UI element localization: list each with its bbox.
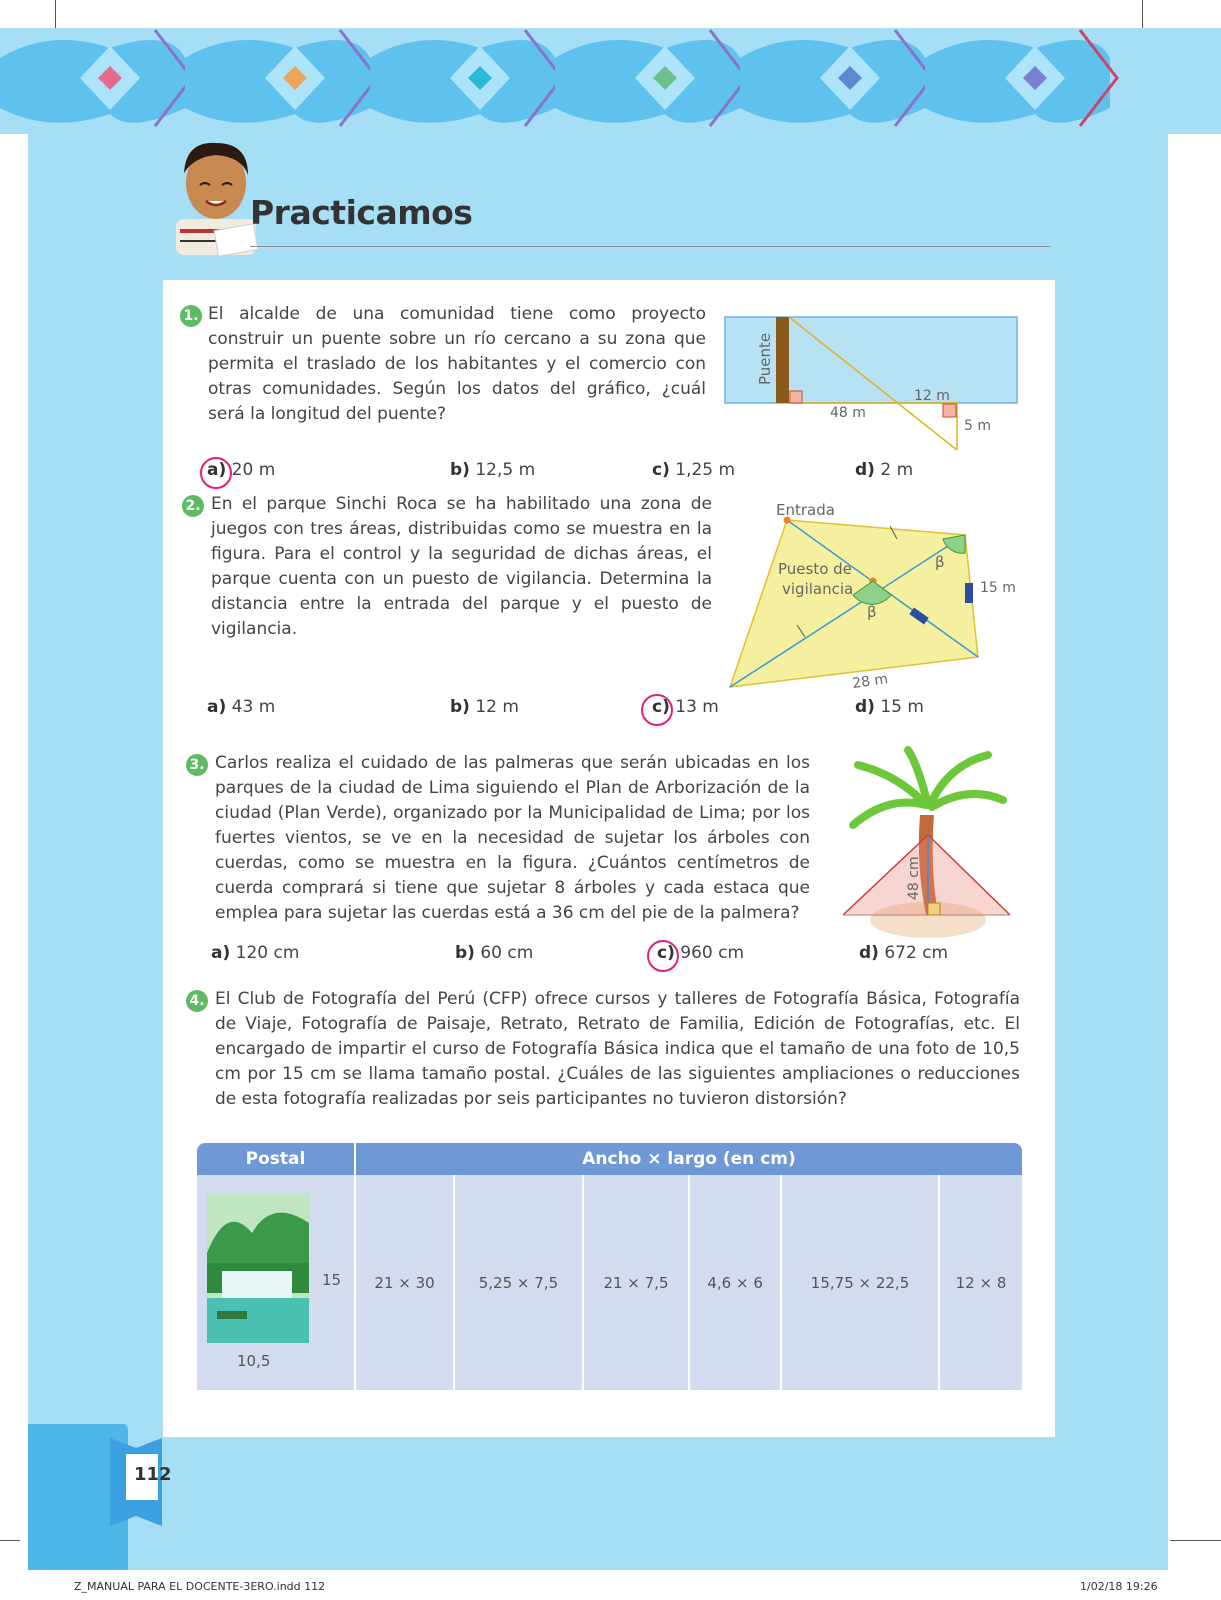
- page-title: Practicamos: [250, 193, 473, 232]
- size-cell: 5,25 × 7,5: [454, 1175, 583, 1390]
- header-dimensions: Ancho × largo (en cm): [355, 1143, 1022, 1175]
- postal-height-label: 15: [322, 1271, 342, 1289]
- entrance-label: Entrada: [776, 501, 835, 519]
- option-text: 120 cm: [235, 943, 300, 963]
- question-number: 1.: [180, 305, 202, 327]
- option-letter: a): [207, 460, 227, 480]
- footer-date: 1/02/18 19:26: [1080, 1580, 1158, 1593]
- option-text: 1,25 m: [675, 460, 736, 480]
- crop-mark: [55, 0, 56, 28]
- option-b[interactable]: [455, 943, 533, 963]
- footer-file: Z_MANUAL PARA EL DOCENTE-3ERO.indd 112: [74, 1580, 326, 1593]
- bridge-diagram: [722, 315, 1022, 455]
- option-text: 60 cm: [480, 943, 534, 963]
- option-text: 20 m: [231, 460, 276, 480]
- option-c[interactable]: [652, 697, 719, 717]
- dimension-label: 48 m: [830, 405, 866, 421]
- option-d[interactable]: [855, 697, 924, 717]
- dimension-label: 12 m: [914, 388, 950, 404]
- postal-cell: [197, 1175, 355, 1390]
- park-diagram: [725, 495, 1025, 705]
- option-text: 12 m: [475, 697, 519, 717]
- question-number: 2.: [182, 495, 204, 517]
- post-label: Puesto de: [778, 560, 852, 578]
- option-text: 12,5 m: [475, 460, 536, 480]
- crop-mark: [0, 1540, 20, 1541]
- question-text: Carlos realiza el cuidado de las palmeras que serán ubicadas en los parques de la ciudad de Lima siguiendo el Plan de Arborización de la ciudad (Plan Verde), organizado por la Municipalidad de Lima; por los fuertes vientos, se ve en la necesidad de sujetar los árboles con cuerdas, como se muestra en la figura. ¿Cuántos centímetros de cuerda comprará si tiene que sujetar 8 árboles y cada estaca que emplea para sujetar las cuerdas está a 36 cm del pie de la palmera?: [215, 753, 810, 923]
- option-a[interactable]: [207, 697, 275, 717]
- question-text: En el parque Sinchi Roca se ha habilitado una zona de juegos con tres áreas, distribuidas como se muestra en la figura. Para el control y la seguridad de dichas áreas, el parque cuenta con un puesto de vigilancia. Determina la distancia entre la entrada del parque y el puesto de vigilancia.: [211, 494, 712, 639]
- option-a[interactable]: [211, 943, 299, 963]
- option-letter: c): [652, 460, 670, 480]
- crop-mark: [1142, 0, 1143, 28]
- bridge-label: Puente: [756, 332, 774, 385]
- option-letter: d): [859, 943, 879, 963]
- header-postal: Postal: [197, 1143, 355, 1175]
- size-cell: 12 × 8: [939, 1175, 1022, 1390]
- palm-tree-diagram: [838, 745, 1023, 945]
- page-number-tab: [28, 1424, 188, 1570]
- option-d[interactable]: [855, 460, 913, 480]
- option-text: 2 m: [880, 460, 914, 480]
- title-area: [160, 135, 1060, 255]
- option-text: 15 m: [880, 697, 924, 717]
- dimension-label: 28 m: [851, 671, 890, 692]
- post-label: vigilancia: [782, 580, 854, 598]
- student-illustration: [156, 135, 261, 260]
- option-b[interactable]: [450, 460, 535, 480]
- dimension-label: 15 m: [980, 580, 1016, 596]
- question-number: 4.: [186, 990, 208, 1012]
- size-cell: 21 × 7,5: [583, 1175, 690, 1390]
- angle-label: β: [867, 603, 877, 621]
- option-letter: c): [652, 697, 670, 717]
- option-text: 672 cm: [884, 943, 949, 963]
- size-cell: 15,75 × 22,5: [781, 1175, 939, 1390]
- option-letter: b): [450, 460, 470, 480]
- option-letter: c): [657, 943, 675, 963]
- height-label: 48 cm: [906, 856, 922, 900]
- dimension-label: 5 m: [964, 418, 991, 434]
- option-text: 960 cm: [680, 943, 745, 963]
- crop-mark: [1170, 1540, 1221, 1541]
- option-c[interactable]: [657, 943, 744, 963]
- size-cell: 4,6 × 6: [689, 1175, 781, 1390]
- question-text: El alcalde de una comunidad tiene como proyecto construir un puente sobre un río cercano a su zona que permita el traslado de los habitantes y el comercio con otras comunidades. Según los datos del gráfico, ¿cuál será la longitud del puente?: [208, 304, 706, 424]
- option-b[interactable]: [450, 697, 519, 717]
- option-letter: a): [211, 943, 231, 963]
- option-letter: d): [855, 460, 875, 480]
- option-c[interactable]: [652, 460, 735, 480]
- option-text: 13 m: [675, 697, 719, 717]
- question-number: 3.: [186, 754, 208, 776]
- option-letter: d): [855, 697, 875, 717]
- decorative-banner: [0, 28, 1221, 134]
- question-text: El Club de Fotografía del Perú (CFP) ofrece cursos y talleres de Fotografía Básica, Fotografía de Viaje, Fotografía de Paisaje, Retrato, Retrato de Familia, Edición de Fotografías, etc. El encargado de impartir el curso de Fotografía Básica indica que el tamaño de una foto de 10,5 cm por 15 cm se llama tamaño postal. ¿Cuáles de las siguientes ampliaciones o reducciones de esta fotografía realizadas por seis participantes no tuvieron distorsión?: [215, 989, 1020, 1109]
- photo-size-table: [197, 1143, 1022, 1390]
- angle-label: β: [935, 553, 945, 571]
- option-d[interactable]: [859, 943, 948, 963]
- size-cell: 21 × 30: [355, 1175, 454, 1390]
- option-text: 43 m: [231, 697, 276, 717]
- title-underline: [250, 246, 1050, 247]
- option-letter: a): [207, 697, 227, 717]
- page-number: 112: [134, 1464, 172, 1485]
- option-letter: b): [455, 943, 475, 963]
- option-a[interactable]: [207, 460, 275, 480]
- waterfall-photo: [207, 1193, 309, 1343]
- option-letter: b): [450, 697, 470, 717]
- postal-width-label: 10,5: [237, 1352, 271, 1370]
